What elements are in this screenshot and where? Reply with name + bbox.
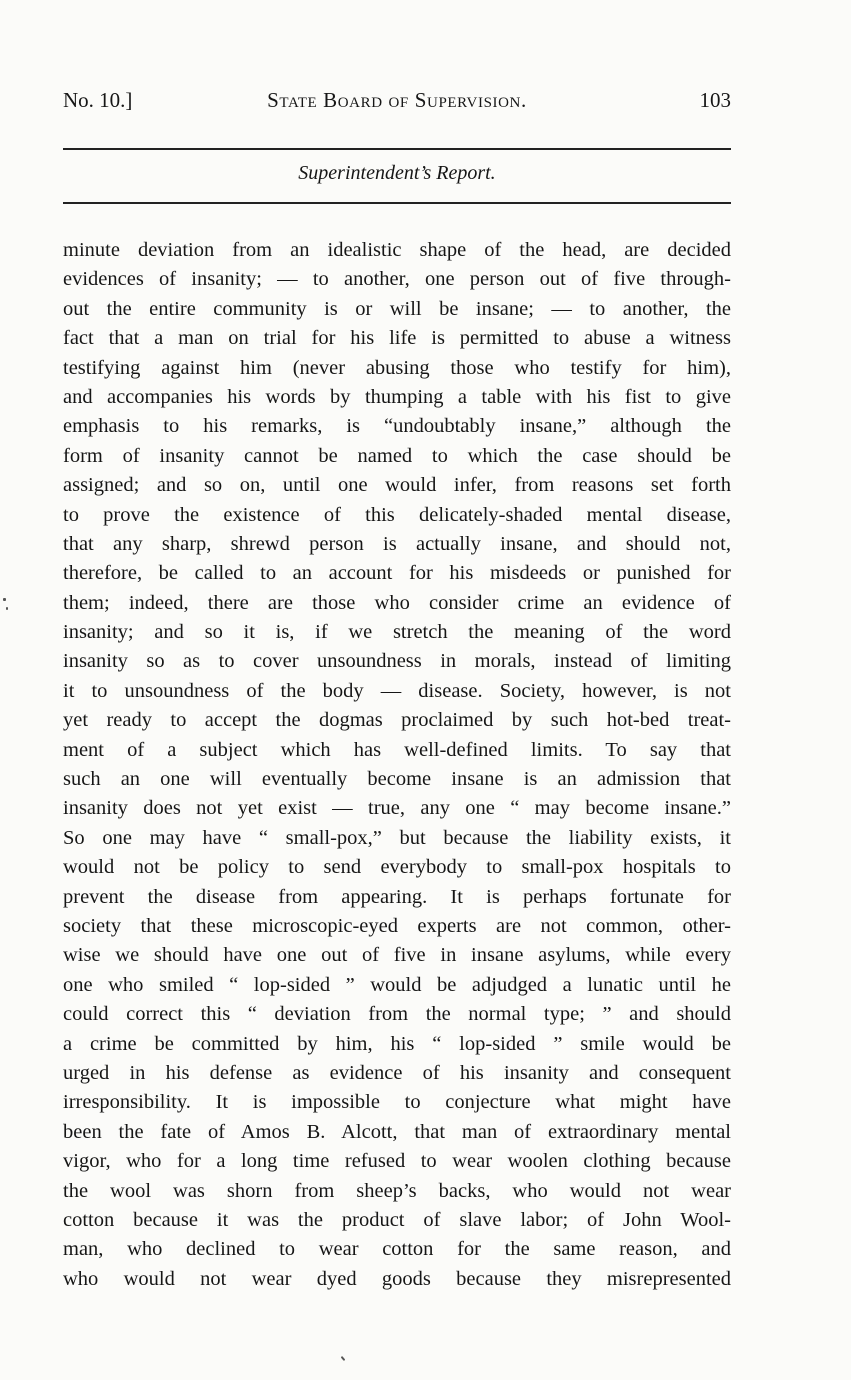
text-line: minute deviation from an idealistic shape of the head, are decided (63, 239, 731, 261)
text-line: the wool was shorn from sheep’s backs, who would not wear (63, 1179, 731, 1202)
text-line: fact that a man on trial for his life is permitted to abuse a witness (63, 327, 731, 350)
text-line: could correct this “ deviation from the normal type; ” and should (63, 1003, 731, 1026)
margin-mark (3, 598, 6, 601)
header-rule-top (63, 148, 731, 150)
text-line: prevent the disease from appearing. It is perhaps fortunate for (63, 885, 731, 908)
margin-mark (6, 607, 8, 610)
text-line: yet ready to accept the dogmas proclaimed by such hot-bed treat- (63, 709, 731, 732)
text-line: urged in his defense as evidence of his insanity and consequent (63, 1061, 731, 1084)
text-line: man, who declined to wear cotton for the same reason, and (63, 1238, 731, 1261)
text-line: form of insanity cannot be named to which the case should be (63, 444, 731, 467)
running-title: State Board of Supervision. (267, 88, 527, 112)
text-line: out the entire community is or will be insane; — to another, the (63, 297, 731, 320)
text-line: irresponsibility. It is impossible to conjecture what might have (63, 1091, 731, 1114)
text-line: insanity does not yet exist — true, any one “ may become insane.” (63, 797, 731, 820)
text-line: and accompanies his words by thumping a table with his fist to give (63, 385, 731, 408)
text-line: evidences of insanity; — to another, one person out of five through- (63, 268, 731, 291)
text-line: it to unsoundness of the body — disease. Society, however, is not (63, 679, 731, 702)
document-number: No. 10.] (63, 88, 133, 112)
text-line: a crime be committed by him, his “ lop-sided ” smile would be (63, 1032, 731, 1055)
text-line: vigor, who for a long time refused to wear woolen clothing because (63, 1150, 731, 1173)
text-line: testifying against him (never abusing those who testify for him), (63, 356, 731, 379)
body-text (63, 236, 731, 1294)
text-line: assigned; and so on, until one would infer, from reasons set forth (63, 474, 731, 497)
header-rule-bottom (63, 202, 731, 204)
text-line: therefore, be called to an account for his misdeeds or punished for (63, 562, 731, 585)
text-line: been the fate of Amos B. Alcott, that man of extraordinary mental (63, 1120, 731, 1143)
text-line: insanity so as to cover unsoundness in morals, instead of limiting (63, 650, 731, 673)
text-line: them; indeed, there are those who consider crime an evidence of (63, 591, 731, 614)
text-line: wise we should have one out of five in insane asylums, while every (63, 944, 731, 967)
page-number: 103 (699, 88, 731, 112)
text-line: So one may have “ small-pox,” but because the liability exists, it (63, 826, 731, 849)
section-title: Superintendent’s Report. (298, 162, 496, 184)
text-line: insanity; and so it is, if we stretch the meaning of the word (63, 621, 731, 644)
scan-speck (341, 1356, 346, 1361)
running-header (63, 88, 731, 122)
text-line: would not be policy to send everybody to small-pox hospitals to (63, 856, 731, 879)
text-line: who would not wear dyed goods because they misrepresented (63, 1267, 731, 1290)
text-line: ment of a subject which has well-defined limits. To say that (63, 738, 731, 761)
text-line: cotton because it was the product of slave labor; of John Wool- (63, 1208, 731, 1231)
text-line: that any sharp, shrewd person is actually insane, and should not, (63, 532, 731, 555)
text-line: such an one will eventually become insane is an admission that (63, 768, 731, 791)
text-line: one who smiled “ lop-sided ” would be adjudged a lunatic until he (63, 973, 731, 996)
text-line: society that these microscopic-eyed experts are not common, other- (63, 914, 731, 937)
text-line: to prove the existence of this delicately-shaded mental disease, (63, 503, 731, 526)
text-line: emphasis to his remarks, is “undoubtably insane,” although the (63, 415, 731, 438)
